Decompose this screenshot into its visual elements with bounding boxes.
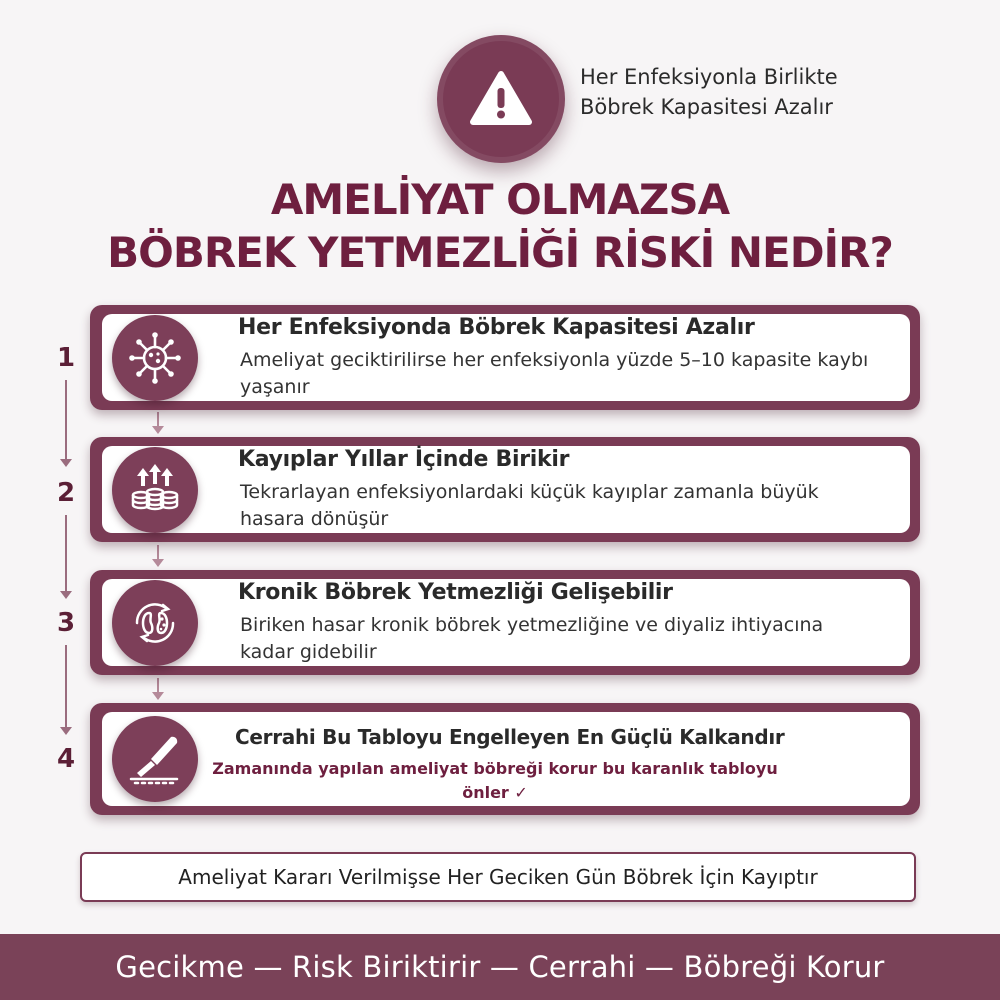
- step-card-1: [90, 305, 920, 410]
- step-icon-badge: [112, 447, 198, 533]
- step-arrow-line: [65, 380, 67, 465]
- step-title: Her Enfeksiyonda Böbrek Kapasitesi Azalır: [238, 315, 755, 340]
- step-number-2: 2: [56, 478, 76, 508]
- step-description: Tekrarlayan enfeksiyonlardaki küçük kayıplar zamanla büyük hasara dönüşür: [240, 481, 819, 530]
- warning-note: [580, 62, 940, 122]
- step-card-2: [90, 437, 920, 542]
- warning-badge: [437, 35, 565, 163]
- step-icon-badge: [112, 580, 198, 666]
- step-arrow-line: [65, 645, 67, 733]
- step-number-1: 1: [56, 343, 76, 373]
- page-title: [40, 174, 960, 280]
- warning-note-line2: Böbrek Kapasitesi Azalır: [580, 95, 833, 119]
- step-title: Kronik Böbrek Yetmezliği Gelişebilir: [238, 580, 673, 605]
- kidney-icon: [127, 595, 183, 651]
- warning-icon: [469, 70, 533, 128]
- bottom-note: Ameliyat Kararı Verilmişse Her Geciken Gün Böbrek İçin Kayıptır: [80, 852, 916, 902]
- step-number-4: 4: [56, 744, 76, 774]
- step-description: Zamanında yapılan ameliyat böbreği korur bu karanlık tabloyu önler ✓: [212, 759, 778, 802]
- title-line1: AMELİYAT OLMAZSA: [270, 175, 730, 224]
- step-card-4: [90, 703, 920, 815]
- virus-icon: [128, 331, 182, 385]
- card-connector: [157, 678, 159, 698]
- step-arrow-line: [65, 515, 67, 597]
- scalpel-icon: [127, 731, 183, 787]
- coins-arrows-icon: [127, 462, 183, 518]
- card-connector: [157, 545, 159, 565]
- step-card-3: [90, 570, 920, 675]
- warning-note-line1: Her Enfeksiyonla Birlikte: [580, 65, 838, 89]
- step-number-3: 3: [56, 608, 76, 638]
- title-line2: BÖBREK YETMEZLİĞİ RİSKİ NEDİR?: [107, 228, 893, 277]
- step-title: Cerrahi Bu Tabloyu Engelleyen En Güçlü Kalkandır: [235, 725, 785, 749]
- step-icon-badge: [112, 716, 198, 802]
- step-icon-badge: [112, 315, 198, 401]
- step-title: Kayıplar Yıllar İçinde Birikir: [238, 447, 570, 472]
- card-connector: [157, 412, 159, 432]
- step-description: Ameliyat geciktirilirse her enfeksiyonla yüzde 5–10 kapasite kaybı yaşanır: [240, 349, 869, 398]
- step-description: Biriken hasar kronik böbrek yetmezliğine ve diyaliz ihtiyacına kadar gidebilir: [240, 614, 824, 663]
- footer-banner: Gecikme — Risk Biriktirir — Cerrahi — Böbreği Korur: [0, 934, 1000, 1000]
